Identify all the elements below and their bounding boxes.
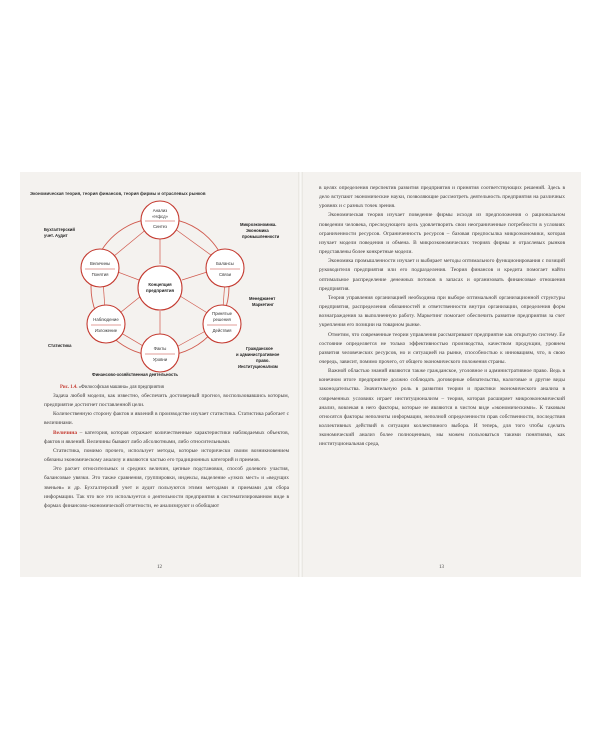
node-facts-levels bbox=[141, 334, 179, 372]
book-spread bbox=[20, 172, 581, 577]
node-label: Анализ bbox=[152, 208, 168, 213]
side-label: Микроэкономика. bbox=[240, 222, 277, 227]
paragraph: Статистика, помимо прочего, использует методы, которые исторически своим возникновением обязаны экономическому анализу и являются частью его традиционных категорий и приемов. bbox=[44, 447, 289, 464]
node-label: Факты bbox=[153, 346, 167, 351]
node-label: Понятия bbox=[91, 272, 109, 277]
right-page bbox=[303, 172, 581, 577]
paragraph: Задача любой модели, как известно, обеспечить достоверный прогноз, воспользовавшись которым, предприятие достигнет поставленной цели. bbox=[44, 393, 289, 409]
node-label: Связи bbox=[218, 272, 232, 277]
paragraph: Экономическая теория изучает поведение фирмы исходя из предположения о рациональном поведении человека, преследующего цель удовлетворить свои неограниченные потребности в условиях ограниченности ресурсов. Ограниченность ресурсов – базовая предпосылка микроэкономики, которая изучает модели поведения и обмена. В микроэкономических теориях фирмы и отраслевых рынков представлены более конкретные модели. bbox=[319, 212, 565, 256]
node-label: Балансы bbox=[216, 261, 234, 266]
paragraph: Важной областью знаний являются также гражданское, уголовное и административное право. Ведь в конечном итоге предприятие должно соблюдать договорные обязательства, налоговые и другие виды законодательства. Значительную роль в развитии теории и практики экономического анализа в современных условиях играет институционализм – теория, которая расширяет микроэкономический анализ, вовлекая в него факторы, которые не являются в чистом виде «экономическими». К таковым относятся факторы неполноты информации, неполной определенности прав собственности, последствия коллективных действий в ситуации коллективного выбора. И теперь, для того чтобы сделать экономический анализ более полноценным, мы можем пользоваться такими понятиями, как институциональная среда, bbox=[319, 368, 565, 448]
node-label: Наблюдение bbox=[93, 317, 119, 322]
node-balances-ties bbox=[206, 249, 244, 287]
side-label: Маркетинг bbox=[252, 302, 274, 307]
node-label: Величины bbox=[89, 261, 111, 266]
center-label: Концепция bbox=[148, 282, 172, 287]
left-body-text bbox=[44, 392, 289, 511]
side-label: учет. Аудит bbox=[44, 233, 68, 238]
node-label: Принятые bbox=[211, 311, 233, 316]
side-label: Менеджмент bbox=[249, 296, 276, 301]
node-values-concepts bbox=[81, 249, 119, 287]
figure-caption bbox=[60, 385, 290, 390]
side-label: Экономика bbox=[246, 228, 269, 233]
side-label: Статистика bbox=[48, 343, 72, 348]
page-number: 12 bbox=[157, 565, 162, 570]
node-observation bbox=[87, 305, 125, 343]
side-label: Финансово-хозяйственная деятельность bbox=[92, 372, 178, 377]
figure-title: Экономическая теория, теория финансов, теория фирмы и отраслевых рынков bbox=[30, 191, 206, 196]
side-label: право. bbox=[256, 358, 270, 363]
paragraph-text: – категория, которая отражает количественные характеристики наблюдаемых объектов, фактов и явлений. Величины бывают либо абсолютными, либо относительными. bbox=[44, 429, 289, 445]
philosophy-machine-diagram bbox=[20, 196, 298, 386]
caption-number: Рис. 1.4. bbox=[60, 385, 78, 390]
paragraph: в целях определения перспектив развития предприятия и принятия соответствующих решений. Здесь в дело вступают экономические науки, позволяющие рассмотреть деятельность предприятия на различных уровнях и с разных точек зрения. bbox=[319, 185, 565, 210]
paragraph: Экономика промышленности изучает и выбирает методы оптимального функционирования с позиций руководителя предприятия или его подразделения. Теория финансов и кредита помогает найти оптимальное распределение денежных потоков в запасах и организовать финансовые отношения предприятия. bbox=[319, 258, 565, 292]
paragraph: Это расчет относительных и средних величин, цепные подстановки, способ долевого участия, балансовые увязки. Это также сравнения, группировки, индексы, выделение «узких мест» и «ведущих звеньев» и др. Бухгалтерский учет и аудит пользуются этими методами и приемами для сбора информации. Так что все это используется о деятельности предприятия в систематизированном виде в формах финансово-экономической отчетности, ее анализируют и обобщают bbox=[44, 466, 289, 509]
center-label: предприятия bbox=[146, 288, 174, 293]
term-highlight: Величина bbox=[53, 429, 78, 436]
left-page bbox=[20, 172, 298, 577]
page-number: 13 bbox=[439, 565, 444, 570]
node-label: «Нфсд» bbox=[151, 214, 169, 219]
paragraph: Теория управления организацией необходима при выборе оптимальной организационной структуры предприятия, распределения обязанностей и ответственности внутри организации, определения форм вознаграждения за выполненную работу. Маркетинг помогает обеспечить развитие предприятия за счет укрепления его позиции на товарном рынке. bbox=[319, 294, 565, 329]
paragraph: Отметим, что современные теории управления рассматривают предприятие как открытую систему. Ее состояние определяется не только эффективностью производства, качеством продукции, уровнем развития человеческих ресурсов, но и ситуацией на рынке, способностью к инновациям, что, в свою очередь, зависит, помимо прочего, от общего экономического положения страны. bbox=[319, 331, 565, 365]
side-label: Гражданское bbox=[246, 346, 273, 351]
node-label: Изложение bbox=[94, 328, 118, 333]
side-label: Бухгалтерский bbox=[44, 227, 75, 232]
paragraph: Количественную сторону фактов и явлений в производстве изучает статистика. Статистика работает с величинами. bbox=[44, 411, 289, 427]
caption-text: «Философская машина» для предприятия bbox=[78, 385, 164, 390]
node-label: решения bbox=[213, 317, 231, 322]
node-label: Синтез bbox=[152, 224, 168, 229]
side-label: и административное bbox=[236, 352, 280, 357]
paragraph bbox=[44, 429, 289, 447]
side-label: Институционализм bbox=[238, 364, 278, 369]
node-analysis-synthesis bbox=[141, 201, 179, 239]
side-label: промышленности bbox=[242, 234, 280, 239]
node-label: Действия bbox=[212, 328, 232, 333]
node-label: Уровни bbox=[152, 357, 168, 362]
right-body-text bbox=[319, 184, 565, 450]
